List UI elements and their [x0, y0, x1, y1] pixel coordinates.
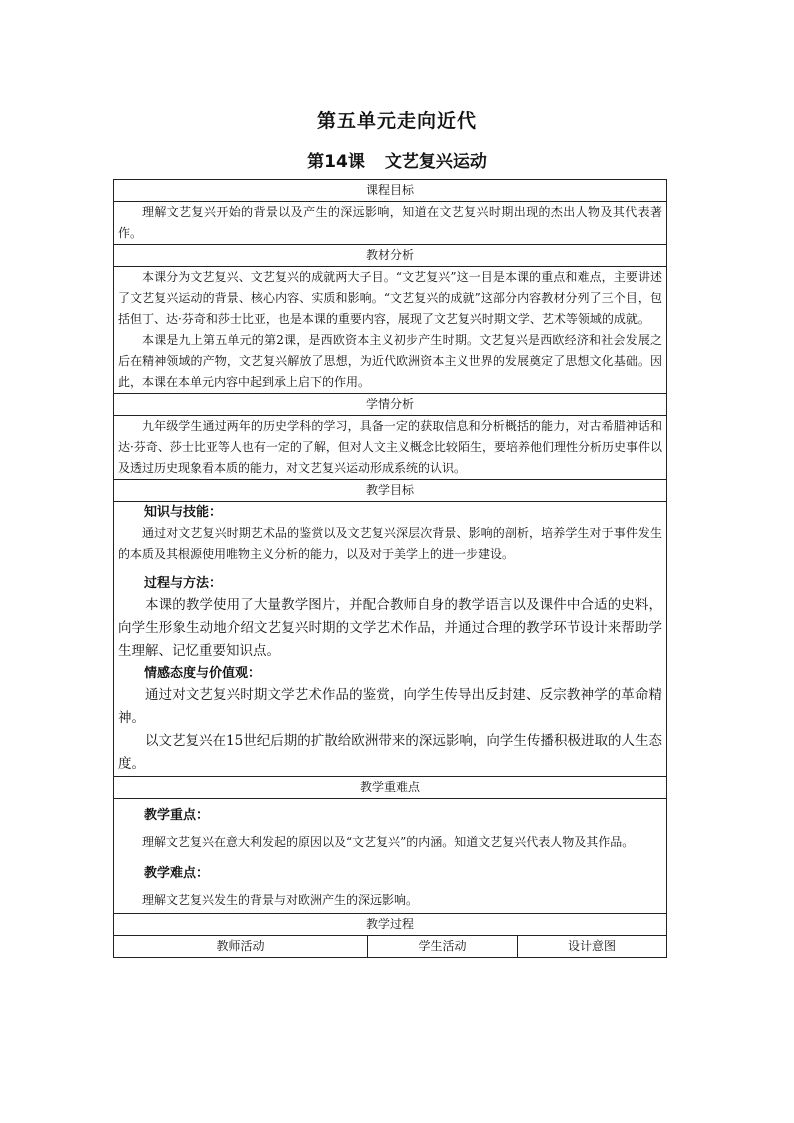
difficulty-text: 理解文艺复兴发生的背景与对欧洲产生的深远影响。 [142, 893, 419, 907]
column-student-activity: 学生活动 [368, 936, 518, 958]
lesson-title [0, 147, 794, 172]
focus-text: 理解文艺复兴在意大利发起的原因以及“文艺复兴”的内涵。知道文艺复兴代表人物及其作品。 [142, 835, 635, 849]
textbook-paragraph-1: 本课分为文艺复兴、文艺复兴的成就两大子目。“文艺复兴”这一目是本课的重点和难点，主要讲述了文艺复兴运动的背景、核心内容、实质和影响。“文艺复兴的成就”这部分内容教材分列了三个目，包括但丁、达·芬奇和莎士比亚，也是本课的重要内容，展现了文艺复兴时期文学、艺术等领域的成就。 [118, 270, 663, 326]
key-points-heading: 教学重难点 [114, 777, 667, 799]
process-text: 本课的教学使用了大量教学图片，并配合教师自身的教学语言以及课件中合适的史料，向学生形象生动地介绍文艺复兴时期的文学艺术作品，并通过合理的教学环节设计来帮助学生理解、记忆重要知识点。 [118, 597, 663, 659]
focus-label: 教学重点： [144, 808, 210, 823]
students-text: 九年级学生通过两年的历史学科的学习，具备一定的获取信息和分析概括的能力，对古希腊神话和达·芬奇、莎士比亚等人也有一定的了解，但对人文主义概念比较陌生，要培养他们理性分析历史事件以及透过历史现象看本质的能力，对文艺复兴运动形成系统的认识。 [118, 419, 663, 475]
unit-title: 第五单元走向近代 [316, 110, 477, 132]
process-heading: 教学过程 [114, 914, 667, 936]
textbook-cell [114, 267, 667, 394]
key-points-cell [114, 799, 667, 914]
students-heading: 学情分析 [114, 394, 667, 416]
textbook-heading: 教材分析 [114, 245, 667, 267]
knowledge-text: 通过对文艺复兴时期艺术品的鉴赏以及文艺复兴深层次背景、影响的剖析，培养学生对于事件发生的本质及其根源使用唯物主义分析的能力，以及对于美学上的进一步建设。 [118, 526, 663, 561]
students-cell [114, 416, 667, 480]
objectives-heading: 教学目标 [114, 480, 667, 502]
knowledge-label: 知识与技能： [144, 505, 223, 520]
textbook-paragraph-2: 本课是九上第五单元的第2课，是西欧资本主义初步产生时期。文艺复兴是西欧经济和社会发展之后在精神领域的产物，文艺复兴解放了思想，为近代欧洲资本主义世界的发展奠定了思想文化基础。因此，本课在本单元内容中起到承上启下的作用。 [118, 333, 663, 389]
column-teacher-activity: 教师活动 [114, 936, 368, 958]
goal-cell [114, 202, 667, 245]
goal-heading: 课程目标 [114, 180, 667, 202]
emotion-paragraph-1: 通过对文艺复兴时期文学艺术作品的鉴赏，向学生传导出反封建、反宗教神学的革命精神。 [118, 687, 663, 726]
objectives-cell [114, 502, 667, 777]
emotion-label: 情感态度与价值观： [144, 666, 262, 681]
lesson-plan-table [113, 179, 667, 958]
difficulty-label: 教学难点： [144, 866, 210, 881]
lesson-name: 文艺复兴运动 [384, 152, 487, 172]
emotion-paragraph-2: 以文艺复兴在15世纪后期的扩散给欧洲带来的深远影响，向学生传播积极进取的人生态度。 [118, 733, 663, 772]
column-design-intent: 设计意图 [518, 936, 667, 958]
process-label: 过程与方法： [144, 576, 223, 591]
goal-text: 理解文艺复兴开始的背景以及产生的深远影响，知道在文艺复兴时期出现的杰出人物及其代表著作。 [118, 205, 663, 240]
lesson-number: 第14课 [307, 152, 365, 172]
